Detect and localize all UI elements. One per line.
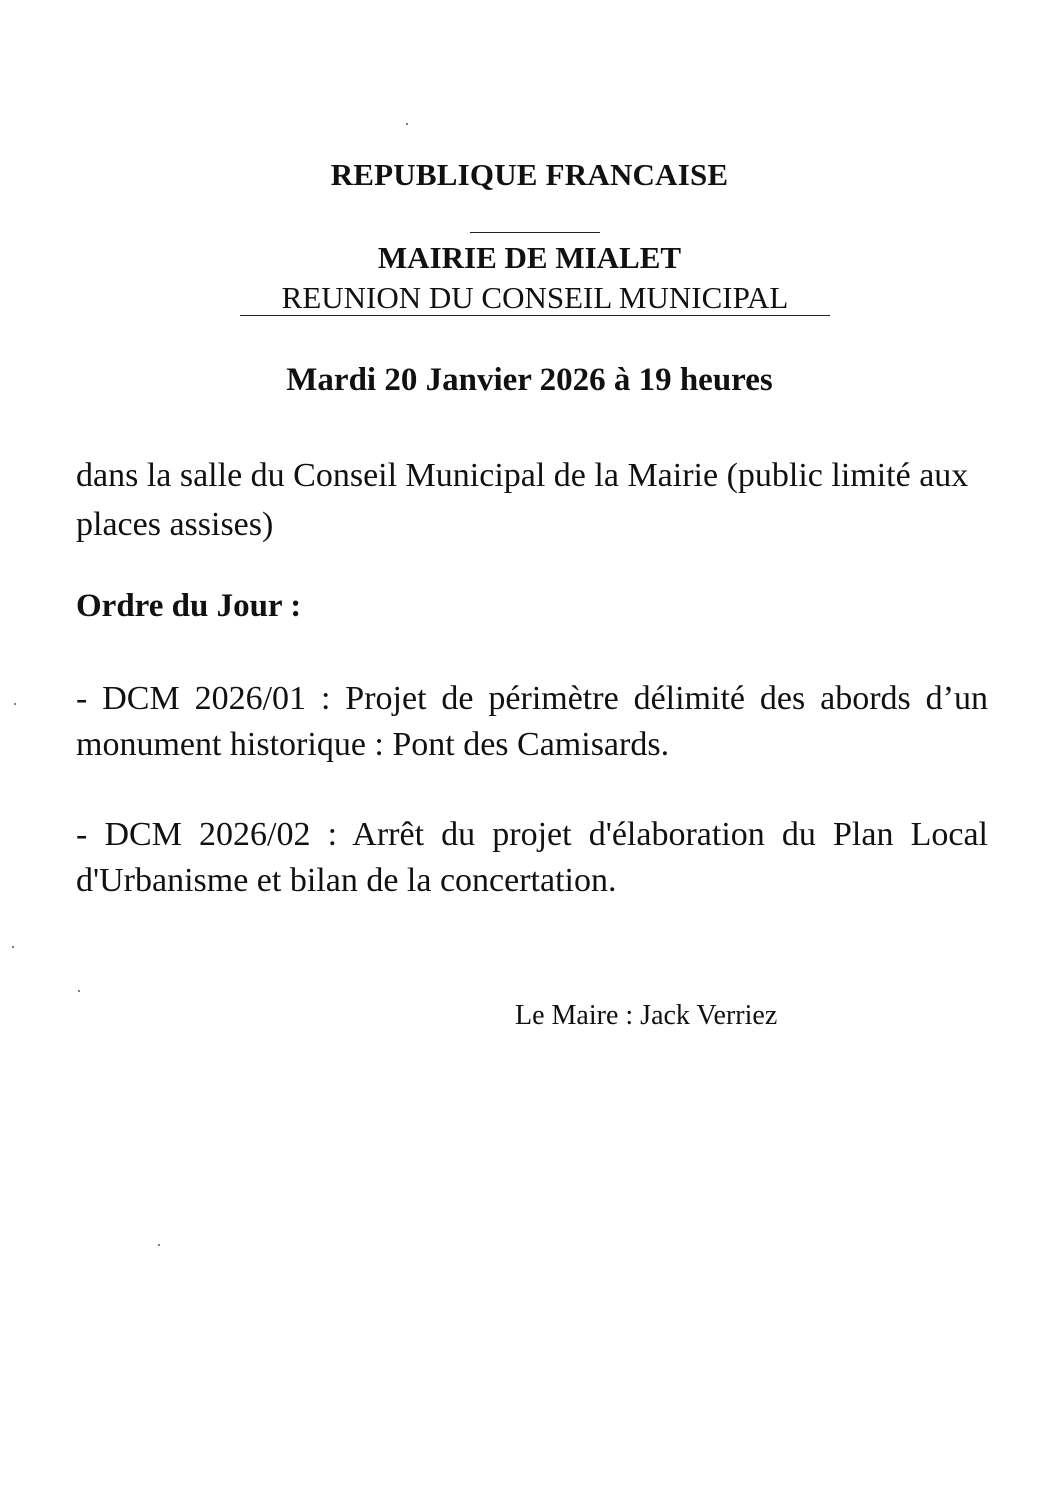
scan-speck [158, 1244, 160, 1246]
scan-speck [12, 946, 14, 948]
meeting-venue: dans la salle du Conseil Municipal de la Mairie (public limité aux places assises) [76, 457, 969, 543]
meeting-date: Mardi 20 Janvier 2026 à 19 heures [286, 362, 773, 398]
meeting-title: REUNION DU CONSEIL MUNICIPAL [240, 281, 830, 316]
scan-speck [78, 990, 80, 992]
agenda-heading: Ordre du Jour : [76, 588, 302, 624]
mayor-signature: Le Maire : Jack Verriez [515, 1000, 778, 1031]
agenda-item: - DCM 2026/02 : Arrêt du projet d'élaboration du Plan Local d'Urbanisme et bilan de la concertation. [76, 816, 988, 899]
town-hall-heading: MAIRIE DE MIALET [377, 240, 682, 275]
scan-speck [406, 123, 408, 125]
republic-heading: REPUBLIQUE FRANCAISE [330, 157, 729, 192]
scan-speck [14, 703, 16, 705]
heading-divider [470, 232, 600, 233]
agenda-item: - DCM 2026/01 : Projet de périmètre délimité des abords d’un monument historique : Pont des Camisards. [76, 680, 988, 763]
